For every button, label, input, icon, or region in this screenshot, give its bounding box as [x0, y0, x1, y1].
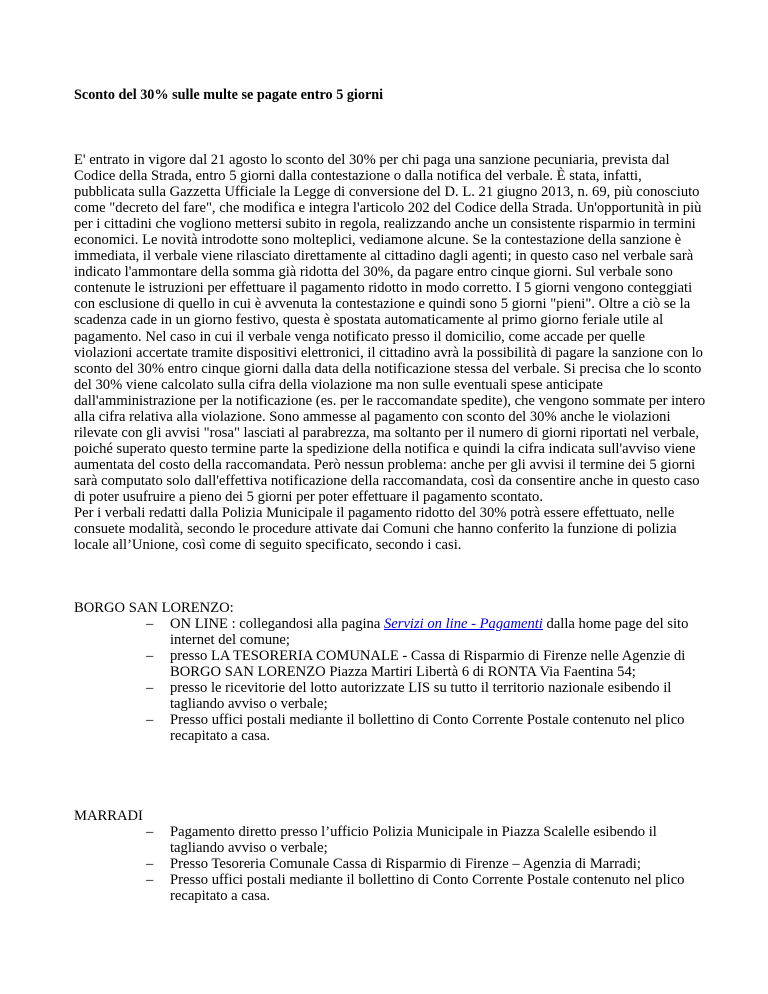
list-item [146, 680, 714, 713]
bullet-dash: – [146, 712, 154, 729]
bullet-dash: – [146, 872, 154, 889]
section-marradi [74, 808, 714, 904]
list-item [146, 856, 714, 873]
section-heading-marradi: MARRADI [74, 808, 143, 824]
list-item-text: Presso uffici postali mediante il bollettino di Conto Corrente Postale contenuto nel plico recapitato a casa. [170, 872, 685, 905]
list-item-text: Presso uffici postali mediante il bollettino di Conto Corrente Postale contenuto nel plico recapitato a casa. [170, 712, 685, 745]
bullet-dash: – [146, 824, 154, 841]
paragraph-main: E' entrato in vigore dal 21 agosto lo sconto del 30% per chi paga una sanzione pecuniaria, prevista dal Codice della Strada, entro 5 giorni dalla contestazione o dalla notifica del verbale. È stata, infatti, pubblicata sulla Gazzetta Ufficiale la Legge di conversione del D. L. 21 giugno 2013, n. 69, più conosciuto come "decreto del fare", che modifica e integra l'articolo 202 del Codice della Strada. Un'opportunità in più per i cittadini che vogliono mettersi subito in regola, realizzando anche un consistente risparmio in termini economici. Le novità introdotte sono molteplici, vediamone alcune. Se la contestazione della sanzione è immediata, il verbale viene rilasciato direttamente al cittadino dagli agenti; in questo caso nel verbale sarà indicato l'ammontare della somma già ridotta del 30%, da pagare entro cinque giorni. Sul verbale sono contenute le istruzioni per effettuare il pagamento ridotto in modo corretto. I 5 giorni vengono conteggiati con esclusione di quello in cui è avvenuta la contestazione e quindi sono 5 giorni "pieni". Oltre a ciò se la scadenza cade in un giorno festivo, questa è spostata automaticamente al primo giorno feriale utile al pagamento. Nel caso in cui il verbale venga notificato presso il domicilio, come accade per quelle violazioni accertate tramite dispositivi elettronici, il cittadino avrà la possibilità di pagare la sanzione con lo sconto del 30% entro cinque giorni dalla data della notificazione stessa del verbale. Si precisa che lo sconto del 30% viene calcolato sulla cifra della violazione ma non sulle eventuali spese anticipate dall'amministrazione per la notificazione (es. per le raccomandate spedite), che vengono sommate per intero alla cifra relativa alla violazione. Sono ammesse al pagamento con sconto del 30% anche le violazioni rilevate con gli avvisi "rosa" lasciati al parabrezza, ma soltanto per il numero di giorni riportati nel verbale, poiché superato questo termine parte la spedizione della notifica e quindi la cifra indicata sull'avviso viene aumentata del costo della raccomandata. Però nessun problema: anche per gli avvisi il termine dei 5 giorni sarà computato solo dall'effettiva notificazione della raccomandata, così da consentire anche in questo caso di poter usufruire a pieno dei 5 giorni per poter effettuare il pagamento scontato. [74, 152, 706, 505]
list-item-text: dalla home page del sito internet del comune; [170, 616, 689, 649]
marradi-list [74, 824, 714, 904]
list-item-text: presso le ricevitorie del lotto autorizzate LIS su tutto il territorio nazionale esibendo il tagliando avviso o verbale; [170, 680, 672, 713]
borgo-list [74, 616, 714, 744]
list-item [146, 648, 714, 681]
body-text [74, 152, 706, 553]
list-item-text: presso LA TESORERIA COMUNALE - Cassa di Risparmio di Firenze nelle Agenzie di BORGO SAN LORENZO Piazza Martiri Libertà 6 di RONTA Via Faentina 54; [170, 648, 686, 681]
paragraph-payment-intro: Per i verbali redatti dalla Polizia Municipale il pagamento ridotto del 30% potrà essere effettuato, nelle consuete modalità, secondo le procedure attivate dai Comuni che hanno conferito la funzione di polizia locale all’Unione, così come di seguito specificato, secondo i casi. [74, 505, 677, 554]
list-item [146, 824, 714, 857]
list-item [146, 872, 714, 905]
bullet-dash: – [146, 680, 154, 697]
bullet-dash: – [146, 856, 154, 873]
section-heading-borgo: BORGO SAN LORENZO: [74, 600, 234, 616]
list-item [146, 616, 714, 649]
bullet-dash: – [146, 616, 154, 633]
section-borgo-san-lorenzo [74, 600, 714, 744]
list-item-text: Pagamento diretto presso l’ufficio Polizia Municipale in Piazza Scalelle esibendo il tagliando avviso o verbale; [170, 824, 657, 857]
list-item-text: ON LINE : collegandosi alla pagina [170, 616, 384, 633]
document-title: Sconto del 30% sulle multe se pagate entro 5 giorni [74, 87, 384, 103]
servizi-online-pagamenti-link[interactable]: Servizi on line - Pagamenti [383, 616, 543, 633]
bullet-dash: – [146, 648, 154, 665]
list-item-text: Presso Tesoreria Comunale Cassa di Risparmio di Firenze – Agenzia di Marradi; [170, 856, 641, 873]
list-item [146, 712, 714, 745]
